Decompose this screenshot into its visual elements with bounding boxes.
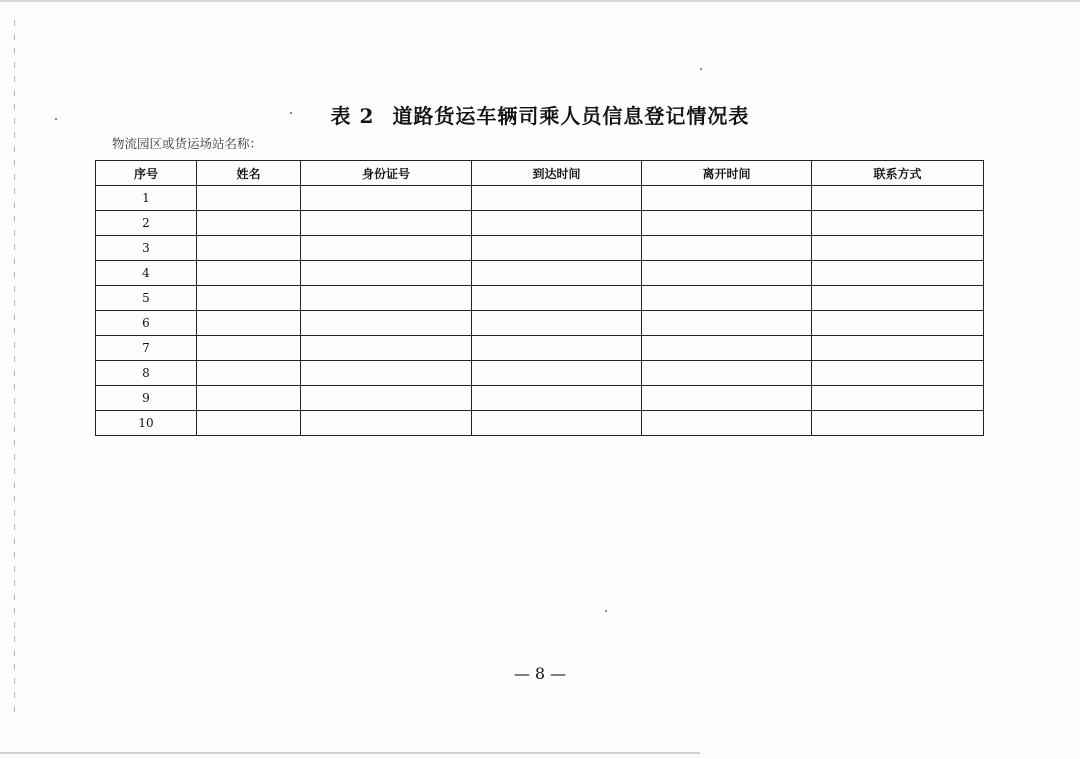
cell-id-number[interactable]: [301, 286, 472, 311]
cell-contact[interactable]: [812, 361, 984, 386]
table-row: [96, 336, 984, 361]
row-index: 8: [96, 361, 197, 386]
cell-name[interactable]: [197, 411, 301, 436]
cell-name[interactable]: [197, 311, 301, 336]
cell-contact[interactable]: [812, 261, 984, 286]
table-title: [0, 100, 1080, 129]
cell-contact[interactable]: [812, 211, 984, 236]
cell-arrival-time[interactable]: [472, 411, 642, 436]
row-index: 2: [96, 211, 197, 236]
cell-name[interactable]: [197, 211, 301, 236]
cell-id-number[interactable]: [301, 386, 472, 411]
row-index: 7: [96, 336, 197, 361]
table-row: [96, 236, 984, 261]
cell-departure-time[interactable]: [642, 236, 812, 261]
row-index: 9: [96, 386, 197, 411]
header-id-number: 身份证号: [301, 161, 472, 186]
table-header-row: [96, 161, 984, 186]
scan-speck: [605, 610, 607, 612]
table-row: [96, 211, 984, 236]
scan-edge-top: [0, 0, 1080, 2]
cell-contact[interactable]: [812, 386, 984, 411]
cell-id-number[interactable]: [301, 311, 472, 336]
registration-table: [95, 160, 984, 436]
cell-id-number[interactable]: [301, 186, 472, 211]
row-index: 5: [96, 286, 197, 311]
cell-name[interactable]: [197, 286, 301, 311]
cell-contact[interactable]: [812, 411, 984, 436]
cell-id-number[interactable]: [301, 411, 472, 436]
cell-contact[interactable]: [812, 336, 984, 361]
table-title-text: 道路货运车辆司乘人员信息登记情况表: [392, 104, 750, 128]
cell-departure-time[interactable]: [642, 361, 812, 386]
table-row: [96, 311, 984, 336]
cell-arrival-time[interactable]: [472, 186, 642, 211]
cell-id-number[interactable]: [301, 261, 472, 286]
cell-arrival-time[interactable]: [472, 286, 642, 311]
scan-speck: [700, 68, 702, 70]
cell-arrival-time[interactable]: [472, 361, 642, 386]
scan-edge-bottom: [0, 752, 700, 754]
cell-departure-time[interactable]: [642, 411, 812, 436]
row-index: 6: [96, 311, 197, 336]
cell-contact[interactable]: [812, 286, 984, 311]
table-row: [96, 261, 984, 286]
row-index: 4: [96, 261, 197, 286]
site-name-label: 物流园区或货运场站名称：: [112, 136, 263, 151]
row-index: 10: [96, 411, 197, 436]
cell-arrival-time[interactable]: [472, 211, 642, 236]
cell-arrival-time[interactable]: [472, 386, 642, 411]
table-row: [96, 286, 984, 311]
cell-arrival-time[interactable]: [472, 236, 642, 261]
cell-name[interactable]: [197, 336, 301, 361]
cell-departure-time[interactable]: [642, 336, 812, 361]
cell-departure-time[interactable]: [642, 311, 812, 336]
row-index: 3: [96, 236, 197, 261]
cell-contact[interactable]: [812, 186, 984, 211]
header-name: 姓名: [197, 161, 301, 186]
cell-arrival-time[interactable]: [472, 311, 642, 336]
cell-departure-time[interactable]: [642, 286, 812, 311]
cell-name[interactable]: [197, 261, 301, 286]
table-row: [96, 411, 984, 436]
table-row: [96, 386, 984, 411]
cell-departure-time[interactable]: [642, 211, 812, 236]
cell-id-number[interactable]: [301, 361, 472, 386]
cell-id-number[interactable]: [301, 336, 472, 361]
cell-name[interactable]: [197, 386, 301, 411]
cell-name[interactable]: [197, 236, 301, 261]
cell-id-number[interactable]: [301, 236, 472, 261]
cell-name[interactable]: [197, 361, 301, 386]
cell-departure-time[interactable]: [642, 261, 812, 286]
cell-contact[interactable]: [812, 236, 984, 261]
header-index: 序号: [96, 161, 197, 186]
header-departure-time: 离开时间: [642, 161, 812, 186]
cell-departure-time[interactable]: [642, 186, 812, 211]
header-contact: 联系方式: [812, 161, 984, 186]
cell-arrival-time[interactable]: [472, 336, 642, 361]
cell-departure-time[interactable]: [642, 386, 812, 411]
page-number: — 8 —: [513, 664, 567, 683]
table-number: 表 2: [330, 104, 375, 128]
header-arrival-time: 到达时间: [472, 161, 642, 186]
cell-contact[interactable]: [812, 311, 984, 336]
cell-arrival-time[interactable]: [472, 261, 642, 286]
table-row: [96, 361, 984, 386]
table-row: [96, 186, 984, 211]
cell-id-number[interactable]: [301, 211, 472, 236]
cell-name[interactable]: [197, 186, 301, 211]
row-index: 1: [96, 186, 197, 211]
